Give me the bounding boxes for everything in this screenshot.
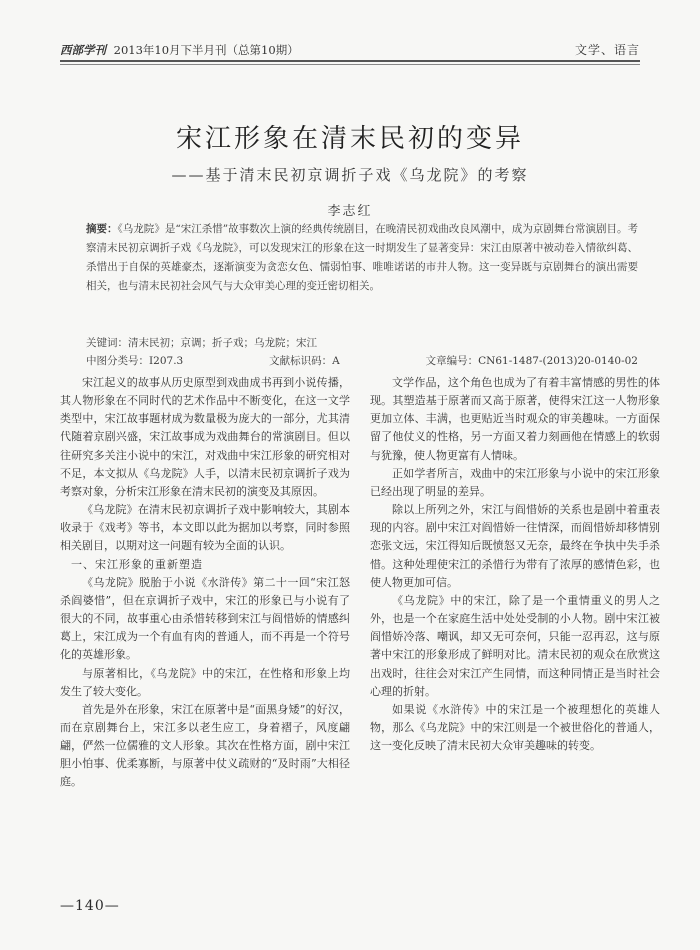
- article-title: 宋江形象在清末民初的变异: [175, 124, 524, 154]
- body-paragraph: 《乌龙院》中的宋江，除了是一个重情重义的男人之外，也是一个在家庭生活中处处受制的小人物。剧中宋江被阎惜娇冷落、嘲讽，却又无可奈何，只能一忍再忍，这与原著中宋江的形象形成了鲜明对比。清末民初的观众在欣赏这出戏时，往往会对宋江产生同情，而这种同情正是当时社会心理的折射。: [370, 593, 660, 698]
- body-paragraph: 除以上所列之外，宋江与阎惜娇的关系也是剧中着重表现的内容。剧中宋江对阎惜娇一往情深，而阎惜娇却移情别恋张文远，宋江得知后既愤怒又无奈，最终在争执中失手杀惜。这种处理使宋江的杀惜行为带有了浓厚的感情色彩，也使人物更加可信。: [370, 503, 660, 589]
- journal-issue: 2013年10月下半月刊（总第10期）: [113, 43, 299, 57]
- article-author: 李志红: [327, 204, 373, 219]
- article-subtitle: ——基于清末民初京调折子戏《乌龙院》的考察: [171, 166, 529, 184]
- article-metadata: [86, 352, 638, 370]
- running-header: [60, 18, 640, 58]
- document-code: 文献标识码：A: [269, 355, 340, 367]
- body-paragraph: 文学作品，这个角色也成为了有着丰富情感的男性的体现。其塑造基于原著而又高于原著，使得宋江这一人物形象更加立体、丰满，也更贴近当时观众的审美趣味。一方面保留了他仗义的性格，另一方面又着力刻画他在情感上的软弱与犹豫，使人物更富有人情味。: [370, 376, 660, 462]
- abstract-label: 摘要：: [86, 223, 118, 235]
- clc-number: 中图分类号：I207.3: [86, 355, 184, 367]
- journal-info: [60, 42, 299, 58]
- body-paragraph: 如果说《水浒传》中的宋江是一个被理想化的英雄人物，那么《乌龙院》中的宋江则是一个被世俗化的普通人，这一变化反映了清末民初大众审美趣味的转变。: [370, 702, 660, 753]
- body-paragraph: 首先是外在形象，宋江在原著中是“面黑身矮”的好汉，而在京剧舞台上，宋江多以老生应工，身着褶子，风度翩翩，俨然一位儒雅的文人形象。其次在性格方面，剧中宋江胆小怕事、优柔寡断，与原著中仗义疏财的“及时雨”大相径庭。: [60, 702, 350, 789]
- abstract: [86, 220, 638, 296]
- section-label: 文学、语言: [574, 43, 640, 57]
- page-number: —140—: [60, 898, 120, 914]
- header-divider: [60, 60, 640, 65]
- body-paragraph: 正如学者所言，戏曲中的宋江形象与小说中的宋江形象已经出现了明显的差异。: [370, 466, 660, 498]
- journal-brand: 西部学刊: [60, 43, 106, 57]
- article-number: 文章编号：CN61-1487-(2013)20-0140-02: [425, 355, 638, 367]
- body-paragraph: 与原著相比，《乌龙院》中的宋江，在性格和形象上均发生了较大变化。: [60, 666, 350, 698]
- body-paragraph: 《乌龙院》脱胎于小说《水浒传》第二十一回“宋江怒杀阎婆惜”，但在京调折子戏中，宋江的形象已与小说有了很大的不同，故事重心由杀惜转移到宋江与阎惜娇的情感纠葛上，宋江成为一个有血有肉的普通人，而不再是一个符号化的英雄形象。: [60, 575, 350, 662]
- section-heading: 一、宋江形象的重新塑造: [71, 557, 203, 571]
- keywords: 关键词：清末民初；京调；折子戏；乌龙院；宋江: [86, 337, 317, 349]
- body-paragraph: 《乌龙院》在清末民初京调折子戏中影响较大，其剧本收录于《戏考》等书，本文即以此为据加以考察，同时参照相关剧目，以期对这一问题有较为全面的认识。: [60, 503, 350, 553]
- body-column-right: [370, 374, 660, 755]
- body-column-left: [60, 374, 350, 792]
- abstract-text: 《乌龙院》是“宋江杀惜”故事数次上演的经典传统剧目，在晚清民初戏曲改良风潮中，成为京剧舞台常演剧目。考察清末民初京调折子戏《乌龙院》，可以发现宋江的形象在这一时期发生了显著变异：宋江由原著中被动卷入情欲纠葛、杀惜出于自保的英雄豪杰，逐渐演变为贪恋女色、懦弱怕事、唯唯诺诺的市井人物。这一变异既与京剧舞台的演出需要相关，也与清末民初社会风气与大众审美心理的变迁密切相关。: [86, 223, 639, 292]
- body-paragraph: 宋江起义的故事从历史原型到戏曲成书再到小说传播，其人物形象在不同时代的艺术作品中不断变化，在这一文学类型中，宋江故事题材成为数量极为庞大的一部分，尤其清代随着京剧兴盛，宋江故事成为戏曲舞台的常演剧目。但以往研究多关注小说中的宋江，对戏曲中宋江形象的研究相对不足，本文拟从《乌龙院》人手，以清末民初京调折子戏为考察对象，分析宋江形象在清末民初的演变及其原因。: [60, 376, 350, 498]
